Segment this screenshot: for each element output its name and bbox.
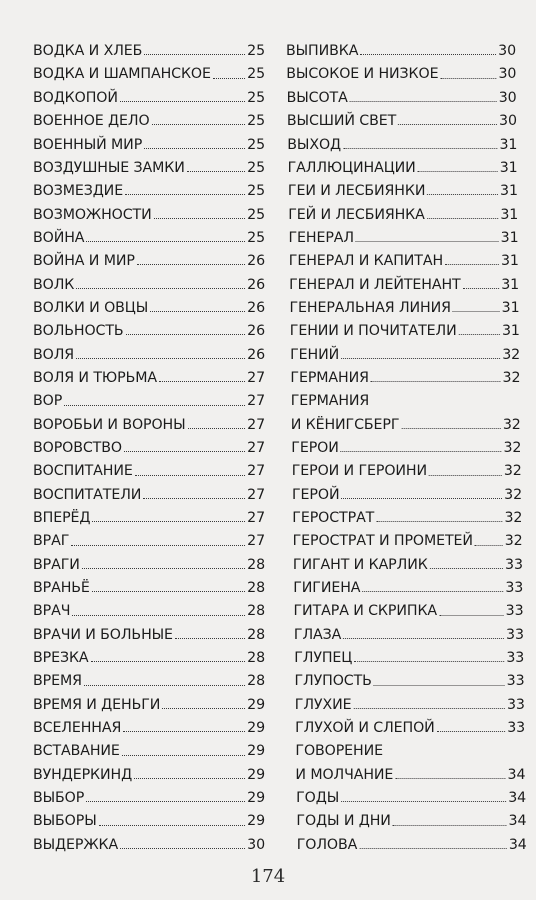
entry-page: 33	[506, 626, 524, 643]
toc-entry	[292, 455, 522, 478]
entry-title: ВРАЧИ И БОЛЬНЫЕ	[33, 626, 173, 643]
toc-entry	[33, 245, 265, 268]
dot-leader	[175, 638, 245, 639]
dot-leader	[445, 264, 499, 265]
dot-leader	[341, 358, 500, 359]
toc-entry	[288, 175, 518, 198]
entry-page: 27	[247, 369, 265, 386]
toc-entry	[287, 128, 517, 151]
entry-page: 31	[501, 323, 520, 340]
toc-entry	[289, 245, 519, 268]
entry-page: 25	[247, 89, 265, 106]
toc-entry	[295, 689, 525, 712]
entry-page: 27	[247, 510, 265, 527]
toc-entry	[33, 782, 265, 805]
toc-entry	[33, 432, 265, 455]
entry-title-line1: ГЕРМАНИЯ	[290, 393, 370, 410]
toc-entry	[286, 58, 516, 81]
entry-title-line1: ГОВОРЕНИЕ	[295, 743, 383, 760]
entry-title: ГОДЫ	[296, 790, 340, 807]
entry-page: 31	[499, 159, 518, 176]
dot-leader	[86, 241, 245, 242]
dot-leader	[213, 78, 245, 79]
toc-entry	[294, 595, 524, 618]
dot-leader	[188, 428, 246, 429]
toc-entry	[33, 268, 265, 291]
entry-title: ВРАГ	[33, 533, 70, 550]
entry-title: ВУНДЕРКИНД	[33, 766, 133, 783]
entry-title: ВОЛЬНОСТЬ	[33, 323, 124, 340]
entry-title: ГЕРМАНИЯ	[290, 369, 369, 386]
dot-leader	[187, 171, 245, 172]
dot-leader	[401, 428, 500, 429]
dot-leader	[393, 825, 507, 826]
entry-page: 31	[500, 206, 519, 223]
toc-entry	[33, 105, 265, 128]
toc-entry	[290, 292, 520, 315]
entry-page: 26	[247, 299, 265, 316]
dot-leader	[356, 241, 499, 242]
dot-leader	[430, 568, 503, 569]
dot-leader	[76, 358, 245, 359]
toc-entry	[33, 735, 265, 758]
dot-leader	[84, 685, 245, 686]
toc-entry	[288, 152, 518, 175]
entry-page: 31	[500, 183, 518, 200]
toc-entry	[289, 268, 519, 291]
toc-entry	[295, 665, 525, 688]
toc-entry	[33, 222, 265, 245]
toc-entry	[295, 712, 525, 735]
entry-title: ВОДКА И ХЛЕБ	[33, 43, 143, 60]
entry-title: ГЕРОСТРАТ	[292, 510, 375, 527]
entry-page: 32	[503, 463, 522, 480]
entry-page: 31	[501, 276, 520, 293]
toc-entry	[33, 595, 265, 618]
entry-title: ГЕЙ И ЛЕСБИЯНКА	[288, 206, 425, 223]
dot-leader	[398, 124, 497, 125]
entry-page: 26	[247, 253, 265, 270]
entry-page: 28	[247, 650, 265, 667]
entry-page: 32	[504, 486, 522, 503]
entry-title: ГЛУХИЕ	[294, 696, 352, 713]
dot-leader	[82, 568, 245, 569]
entry-title: ГЕИ И ЛЕСБИЯНКИ	[287, 183, 426, 200]
entry-page: 29	[247, 696, 265, 713]
entry-page: 27	[247, 486, 265, 503]
dot-leader	[92, 591, 245, 592]
dot-leader	[354, 661, 504, 662]
entry-page: 32	[504, 510, 523, 527]
dot-leader	[125, 194, 245, 195]
entry-title: ВОРОБЬИ И ВОРОНЫ	[33, 416, 186, 433]
dot-leader	[427, 218, 499, 219]
entry-title: ВОР	[33, 393, 63, 410]
entry-page: 33	[506, 673, 525, 690]
toc-entry	[287, 82, 517, 105]
dot-leader	[123, 731, 245, 732]
entry-page: 25	[247, 159, 265, 176]
dot-leader	[341, 801, 506, 802]
entry-title: ГЛАЗА	[293, 626, 342, 643]
toc-entry	[33, 549, 265, 572]
dot-leader	[459, 334, 500, 335]
entry-title: ГОДЫ И ДНИ	[296, 813, 391, 830]
entry-page: 31	[499, 136, 518, 153]
entry-page: 25	[247, 136, 265, 153]
entry-page: 32	[502, 369, 521, 386]
entry-title: ГЕНЕРАЛ И ЛЕЙТЕНАНТ	[289, 276, 461, 293]
toc-entry	[291, 385, 521, 432]
dot-leader	[152, 124, 246, 125]
entry-page: 27	[247, 463, 265, 480]
entry-title: ГЕРОИ И ГЕРОИНИ	[291, 463, 428, 480]
dot-leader	[144, 148, 245, 149]
dot-leader	[144, 54, 245, 55]
entry-page: 34	[508, 836, 527, 853]
entry-title: ВОЗДУШНЫЕ ЗАМКИ	[33, 159, 185, 176]
toc-entry	[289, 222, 519, 245]
toc-entry	[33, 292, 265, 315]
entry-title: ВОЛЯ	[33, 346, 75, 363]
entry-title: ГИТАРА И СКРИПКА	[293, 603, 438, 620]
entry-title: ВПЕРЁД	[33, 510, 91, 527]
toc-entry	[296, 782, 526, 805]
dot-leader	[418, 171, 498, 172]
entry-title: ВОЛКИ И ОВЦЫ	[33, 299, 149, 316]
entry-page: 32	[502, 346, 521, 363]
toc-entry	[33, 572, 265, 595]
dot-leader	[395, 778, 505, 779]
entry-title: И МОЛЧАНИЕ	[295, 766, 394, 783]
dot-leader	[429, 475, 502, 476]
dot-leader	[437, 731, 506, 732]
toc-right-column	[286, 35, 527, 853]
dot-leader	[440, 78, 496, 79]
dot-leader	[374, 685, 505, 686]
entry-page: 32	[504, 533, 523, 550]
entry-page: 25	[247, 183, 265, 200]
toc-entry	[293, 525, 523, 548]
entry-title: ГЕРОЙ	[292, 486, 340, 503]
toc-entry	[33, 128, 265, 151]
dot-leader	[343, 148, 497, 149]
entry-page: 29	[247, 766, 265, 783]
dot-leader	[341, 498, 502, 499]
entry-title: ГИГАНТ И КАРЛИК	[292, 556, 428, 573]
toc-entry	[290, 338, 520, 361]
entry-page: 34	[507, 766, 526, 783]
dot-leader	[362, 591, 503, 592]
toc-entry	[33, 525, 265, 548]
dot-leader	[122, 755, 245, 756]
entry-title: ГЕНЕРАЛЬНАЯ ЛИНИЯ	[289, 299, 451, 316]
toc-entry	[33, 665, 265, 688]
toc-entry	[297, 829, 527, 852]
entry-page: 31	[500, 229, 519, 246]
entry-title: ВРЕЗКА	[33, 650, 89, 667]
toc-entry	[33, 712, 265, 735]
toc-entry	[293, 572, 523, 595]
toc-entry	[33, 175, 265, 198]
entry-page: 33	[506, 696, 525, 713]
toc-entry	[294, 619, 524, 642]
entry-title: ВЫБОР	[33, 790, 85, 807]
toc-entry	[291, 432, 521, 455]
entry-page: 25	[247, 229, 265, 246]
entry-page: 31	[500, 253, 519, 270]
entry-page: 29	[247, 813, 265, 830]
entry-page: 27	[247, 533, 265, 550]
entry-title: ГЕНИЙ	[290, 346, 340, 363]
toc-entry	[33, 338, 265, 361]
entry-page: 29	[247, 720, 265, 737]
entry-page: 33	[506, 650, 525, 667]
entry-title: ВОСПИТАНИЕ	[33, 463, 133, 480]
entry-page: 25	[247, 206, 265, 223]
toc-entry	[292, 502, 522, 525]
entry-title: ГЕНЕРАЛ	[288, 229, 354, 246]
dot-leader	[126, 334, 246, 335]
toc-entry	[290, 362, 520, 385]
dot-leader	[92, 521, 245, 522]
entry-page: 25	[247, 43, 265, 60]
dot-leader	[343, 638, 504, 639]
toc-entry	[33, 58, 265, 81]
entry-page: 28	[247, 603, 265, 620]
toc-entry	[294, 642, 524, 665]
dot-leader	[371, 381, 501, 382]
entry-title: ВОДКА И ШАМПАНСКОЕ	[33, 66, 211, 83]
dot-leader	[427, 194, 498, 195]
dot-leader	[150, 311, 245, 312]
entry-page: 26	[247, 346, 265, 363]
entry-title: ВОЕННЫЙ МИР	[33, 136, 143, 153]
entry-title: ВРЕМЯ	[33, 673, 82, 690]
dot-leader	[71, 545, 245, 546]
toc-entry	[33, 385, 265, 408]
toc-entry	[33, 315, 265, 338]
toc-left-column	[33, 35, 265, 852]
entry-page: 28	[247, 673, 265, 690]
dot-leader	[134, 778, 245, 779]
entry-title: ВРАЧ	[33, 603, 71, 620]
dot-leader	[76, 288, 245, 289]
entry-page: 33	[505, 580, 524, 597]
entry-page: 30	[499, 113, 517, 130]
entry-page: 28	[247, 556, 265, 573]
entry-title: ВОЛЯ И ТЮРЬМА	[33, 369, 157, 386]
dot-leader	[120, 101, 245, 102]
entry-page: 33	[505, 603, 524, 620]
entry-title: ГЛУХОЙ И СЛЕПОЙ	[295, 720, 435, 737]
entry-title: ГЕНЕРАЛ И КАПИТАН	[288, 253, 444, 270]
entry-title: ВОДКОПОЙ	[33, 89, 118, 106]
entry-title: ВЫДЕРЖКА	[33, 836, 119, 853]
dot-leader	[360, 54, 496, 55]
entry-page: 30	[247, 836, 265, 853]
dot-leader	[162, 708, 245, 709]
toc-entry	[33, 198, 265, 221]
entry-page: 29	[247, 790, 265, 807]
dot-leader	[463, 288, 500, 289]
entry-page: 26	[247, 323, 265, 340]
entry-title: ВОЛК	[33, 276, 75, 293]
entry-page: 29	[247, 743, 265, 760]
dot-leader	[120, 848, 245, 849]
toc-entry	[33, 829, 265, 852]
toc-entry	[292, 479, 522, 502]
toc-entry	[33, 152, 265, 175]
entry-title: ВСТАВАНИЕ	[33, 743, 120, 760]
entry-title: ВОЗМОЖНОСТИ	[33, 206, 152, 223]
dot-leader	[359, 848, 507, 849]
dot-leader	[143, 498, 245, 499]
dot-leader	[453, 311, 500, 312]
entry-page: 27	[247, 416, 265, 433]
entry-title: ВЫСОТА	[286, 89, 348, 106]
dot-leader	[376, 521, 502, 522]
entry-title: И КЁНИГСБЕРГ	[290, 416, 400, 433]
entry-title: ВОСПИТАТЕЛИ	[33, 486, 142, 503]
entry-title: ГИГИЕНА	[293, 580, 361, 597]
dot-leader	[91, 661, 246, 662]
entry-title: ГЕРОСТРАТ И ПРОМЕТЕЙ	[292, 533, 473, 550]
entry-title: ВЫБОРЫ	[33, 813, 97, 830]
entry-title: ВРЕМЯ И ДЕНЬГИ	[33, 696, 161, 713]
toc-entry	[33, 689, 265, 712]
entry-title: ВЫСОКОЕ И НИЗКОЕ	[286, 66, 439, 83]
entry-page: 30	[498, 43, 516, 60]
toc-entry	[33, 759, 265, 782]
entry-title: ВОЗМЕЗДИЕ	[33, 183, 124, 200]
entry-title: ВОЕННОЕ ДЕЛО	[33, 113, 150, 130]
entry-title: ГАЛЛЮЦИНАЦИИ	[287, 159, 416, 176]
toc-entry	[33, 805, 265, 828]
entry-title: ВОЙНА	[33, 229, 85, 246]
entry-page: 30	[498, 66, 517, 83]
toc-entry	[293, 549, 523, 572]
toc-entry	[295, 735, 525, 782]
dot-leader	[350, 101, 497, 102]
toc-entry	[33, 642, 265, 665]
page-number: 174	[250, 866, 286, 887]
entry-title: ГЛУПОСТЬ	[294, 673, 372, 690]
toc-entry	[287, 105, 517, 128]
dot-leader	[124, 451, 245, 452]
entry-title: ГОЛОВА	[296, 836, 358, 853]
dot-leader	[159, 381, 245, 382]
dot-leader	[341, 451, 502, 452]
entry-page: 28	[247, 626, 265, 643]
entry-page: 25	[247, 113, 265, 130]
toc-entry	[33, 619, 265, 642]
toc-entry	[288, 198, 518, 221]
dot-leader	[154, 218, 246, 219]
entry-title: ВЫХОД	[287, 136, 342, 153]
entry-title: ВОРОВСТВО	[33, 439, 122, 456]
toc-entry	[33, 362, 265, 385]
entry-page: 33	[505, 556, 523, 573]
dot-leader	[135, 475, 245, 476]
entry-page: 26	[247, 276, 265, 293]
entry-page: 34	[508, 790, 527, 807]
entry-title: ВОЙНА И МИР	[33, 253, 135, 270]
entry-page: 31	[501, 299, 520, 316]
entry-title: ГЕРОИ	[291, 439, 339, 456]
entry-title: ВЫСШИЙ СВЕТ	[286, 113, 397, 130]
entry-page: 28	[247, 580, 265, 597]
entry-title: ВЫПИВКА	[286, 43, 359, 60]
toc-entry	[33, 502, 265, 525]
toc-entry	[296, 805, 526, 828]
dot-leader	[475, 545, 503, 546]
dot-leader	[72, 615, 245, 616]
dot-leader	[353, 708, 504, 709]
entry-page: 27	[247, 439, 265, 456]
dot-leader	[439, 615, 504, 616]
entry-page: 33	[507, 720, 526, 737]
entry-title: ВСЕЛЕННАЯ	[33, 720, 122, 737]
toc-entry	[286, 35, 516, 58]
entry-page: 27	[247, 393, 265, 410]
entry-page: 32	[502, 416, 521, 433]
entry-title: ВРАГИ	[33, 556, 80, 573]
dot-leader	[64, 405, 245, 406]
dot-leader	[86, 801, 245, 802]
entry-page: 25	[247, 66, 265, 83]
toc-entry	[290, 315, 520, 338]
toc-entry	[33, 82, 265, 105]
dot-leader	[137, 264, 245, 265]
toc-entry	[33, 409, 265, 432]
toc-entry	[33, 479, 265, 502]
entry-page: 30	[498, 89, 517, 106]
toc-entry	[33, 35, 265, 58]
entry-title: ВРАНЬЁ	[33, 580, 90, 597]
entry-page: 32	[503, 439, 522, 456]
entry-title: ГЛУПЕЦ	[294, 650, 353, 667]
dot-leader	[99, 825, 246, 826]
entry-title: ГЕНИИ И ПОЧИТАТЕЛИ	[289, 323, 457, 340]
toc-entry	[33, 455, 265, 478]
entry-page: 34	[508, 813, 527, 830]
